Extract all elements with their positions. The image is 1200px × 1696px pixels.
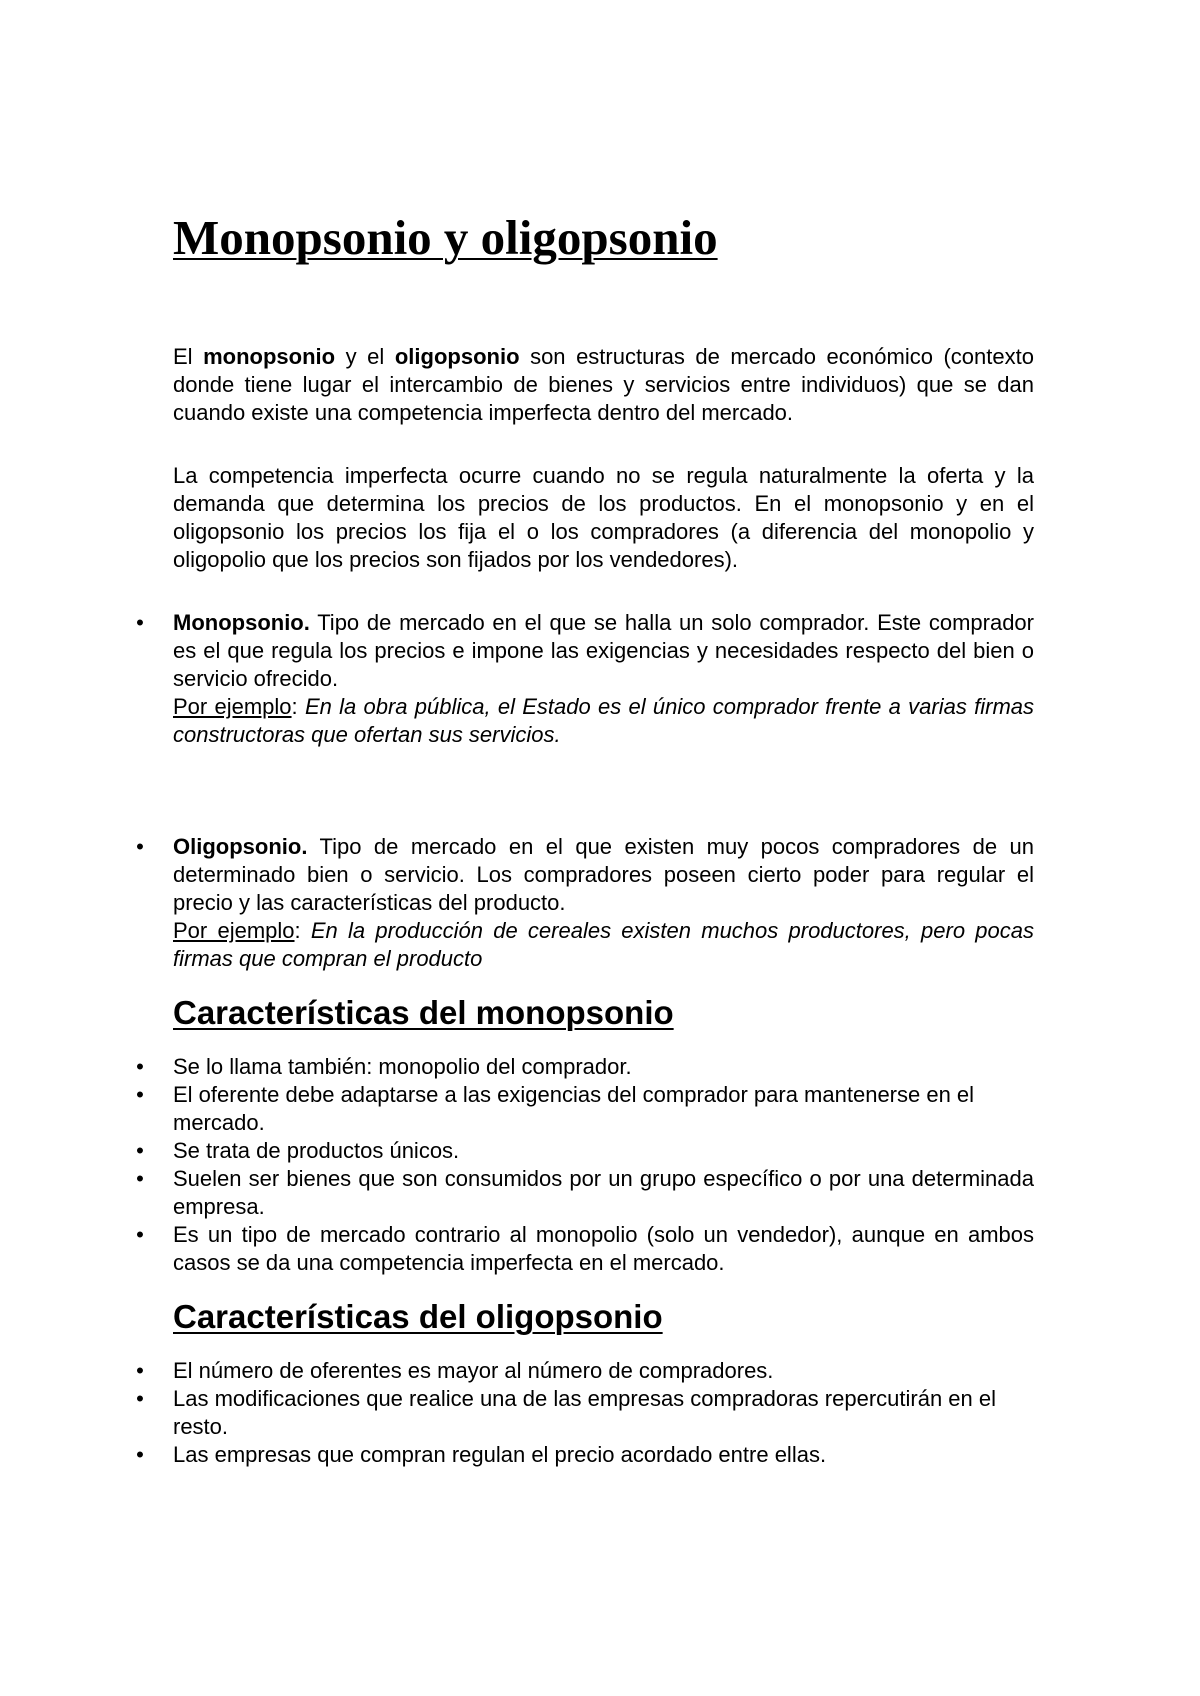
intro-rest: son estructuras de mercado económico (contexto donde tiene lugar el intercambio de bienes y servicios entre individuos) que se dan cuando existe una competencia imperfecta dentro del mercado.	[173, 344, 1034, 425]
intro-word-el: El	[173, 344, 193, 369]
list-item-text: Las modificaciones que realice una de las empresas compradoras repercutirán en el resto.	[173, 1386, 997, 1439]
definition-text: Tipo de mercado en el que se halla un solo comprador. Este comprador es el que regula los precios e impone las exigencias y necesidades respecto del bien o servicio ofrecido.	[173, 610, 1034, 691]
list-item	[136, 1221, 1034, 1277]
bullet-icon: •	[136, 1138, 144, 1163]
example-text: En la producción de cereales existen muchos productores, pero pocas firmas que compran el producto	[173, 918, 1034, 971]
bullet-icon: •	[136, 1082, 144, 1107]
term-oligopsonio: oligopsonio	[394, 344, 520, 369]
monopsonio-characteristics-list	[136, 1053, 1034, 1277]
list-item-text: Las empresas que compran regulan el precio acordado entre ellas.	[173, 1442, 827, 1467]
bullet-icon: •	[136, 610, 144, 635]
definition-term: Monopsonio.	[173, 610, 310, 635]
heading-caracteristicas-monopsonio: Características del monopsonio	[173, 994, 674, 1031]
example-colon: :	[294, 918, 301, 943]
bullet-icon: •	[136, 1166, 144, 1191]
list-item	[136, 1053, 1034, 1081]
list-item	[136, 1385, 1034, 1441]
bullet-icon: •	[136, 1054, 144, 1079]
list-item	[136, 1165, 1034, 1221]
document-content	[136, 208, 1035, 1469]
definition-text: Tipo de mercado en el que existen muy pocos compradores de un determinado bien o servicio. Los compradores poseen cierto poder para regular el precio y las características del producto.	[173, 834, 1034, 915]
list-item	[136, 1137, 1034, 1165]
bullet-icon: •	[136, 1358, 144, 1383]
intro-word-y-el: y el	[345, 344, 385, 369]
definition-term: Oligopsonio.	[173, 834, 308, 859]
definitions-list	[136, 609, 1035, 973]
list-item-text: El número de oferentes es mayor al número de compradores.	[173, 1358, 774, 1383]
example-label: Por ejemplo	[173, 918, 295, 943]
bullet-icon: •	[136, 1442, 144, 1467]
list-item	[136, 1357, 1034, 1385]
example-text: En la obra pública, el Estado es el único comprador frente a varias firmas constructoras que ofertan sus servicios.	[173, 694, 1035, 747]
definition-oligopsonio	[136, 833, 1034, 973]
list-item-text: Se lo llama también: monopolio del comprador.	[173, 1054, 632, 1079]
list-item-text: Es un tipo de mercado contrario al monopolio (solo un vendedor), aunque en ambos casos se da una competencia imperfecta en el mercado.	[173, 1222, 1034, 1275]
intro-paragraph	[173, 343, 1034, 427]
example-label: Por ejemplo	[173, 694, 292, 719]
oligopsonio-characteristics-list	[136, 1357, 1034, 1469]
list-item-text: Suelen ser bienes que son consumidos por un grupo específico o por una determinada empresa.	[173, 1166, 1034, 1219]
bullet-icon: •	[136, 1222, 144, 1247]
list-item-text: El oferente debe adaptarse a las exigencias del comprador para mantenerse en el mercado.	[173, 1082, 975, 1135]
bullet-icon: •	[136, 1386, 144, 1411]
competition-paragraph: La competencia imperfecta ocurre cuando no se regula naturalmente la oferta y la demanda que determina los precios de los productos. En el monopsonio y en el oligopsonio los precios los fija el o los compradores (a diferencia del monopolio y oligopolio que los precios son fijados por los vendedores).	[173, 463, 1034, 572]
heading-caracteristicas-oligopsonio: Características del oligopsonio	[173, 1298, 663, 1335]
list-item-text: Se trata de productos únicos.	[173, 1138, 460, 1163]
bullet-icon: •	[136, 834, 144, 859]
document-title: Monopsonio y oligopsonio	[173, 210, 718, 265]
list-item	[136, 1441, 1034, 1469]
definition-monopsonio	[136, 609, 1035, 749]
list-item	[136, 1081, 1034, 1137]
example-colon: :	[291, 694, 298, 719]
term-monopsonio: monopsonio	[203, 344, 336, 369]
